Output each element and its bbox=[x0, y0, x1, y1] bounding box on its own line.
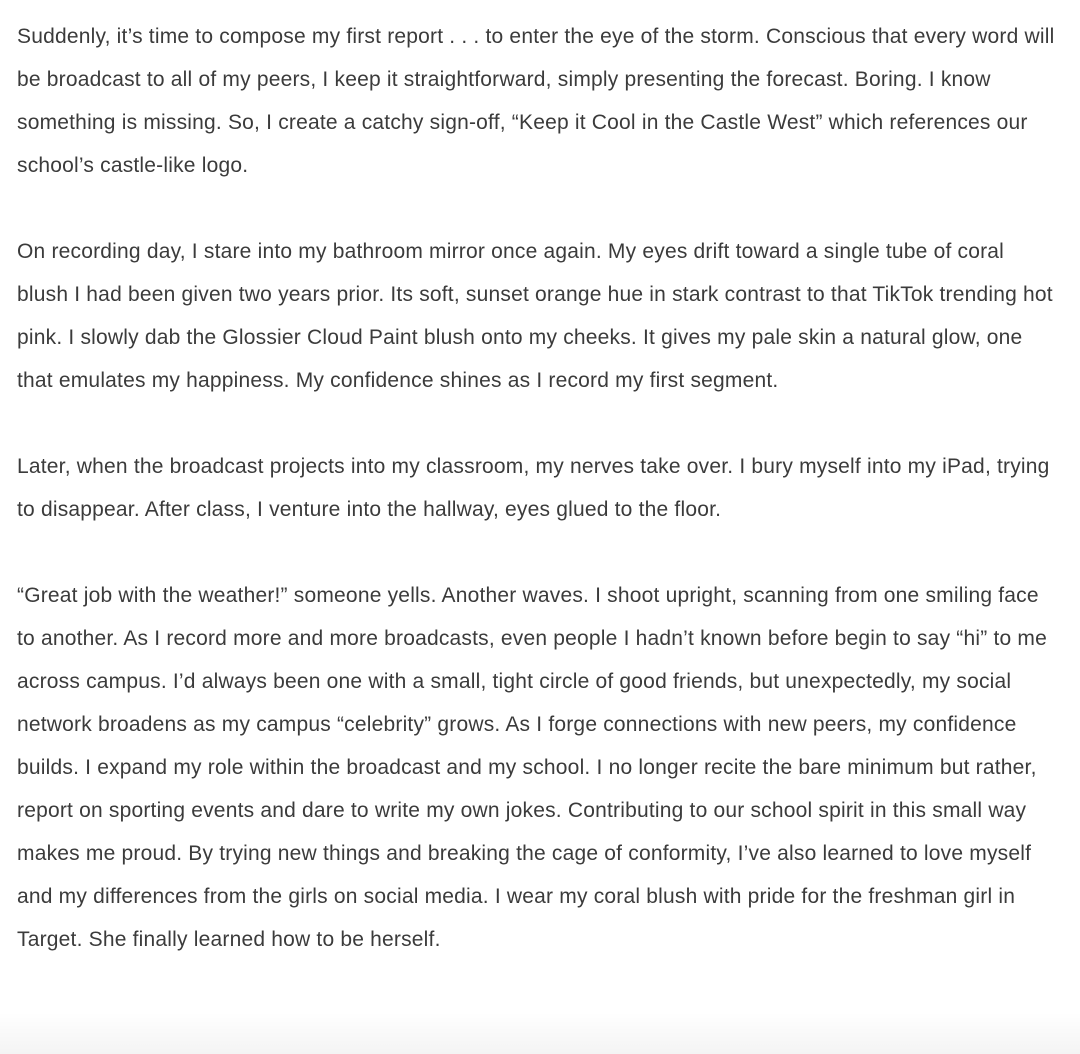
essay-paragraph-1: Suddenly, it’s time to compose my first report . . . to enter the eye of the storm. Conscious that every word will be broadcast to all of my peers, I keep it straightforward, simply presenting the forecast. Boring. I know something is missing. So, I create a catchy sign-off, “Keep it Cool in the Castle West” which references our school’s castle-like logo. bbox=[17, 25, 1055, 177]
essay-paragraph-3: Later, when the broadcast projects into my classroom, my nerves take over. I bury myself into my iPad, trying to disappear. After class, I venture into the hallway, eyes glued to the floor. bbox=[17, 455, 1050, 521]
essay-paragraph-2: On recording day, I stare into my bathroom mirror once again. My eyes drift toward a single tube of coral blush I had been given two years prior. Its soft, sunset orange hue in stark contrast to that TikTok trending hot pink. I slowly dab the Glossier Cloud Paint blush onto my cheeks. It gives my pale skin a natural glow, one that emulates my happiness. My confidence shines as I record my first segment. bbox=[17, 240, 1053, 392]
essay-paragraph-4: “Great job with the weather!” someone yells. Another waves. I shoot upright, scanning from one smiling face to another. As I record more and more broadcasts, even people I hadn’t known before begin to say “hi” to me across campus. I’d always been one with a small, tight circle of good friends, but unexpectedly, my social network broadens as my campus “celebrity” grows. As I forge connections with new peers, my confidence builds. I expand my role within the broadcast and my school. I no longer recite the bare minimum but rather, report on sporting events and dare to write my own jokes. Contributing to our school spirit in this small way makes me proud. By trying new things and breaking the cage of conformity, I’ve also learned to love myself and my differences from the girls on social media. I wear my coral blush with pride for the freshman girl in Target. She finally learned how to be herself. bbox=[17, 584, 1047, 951]
